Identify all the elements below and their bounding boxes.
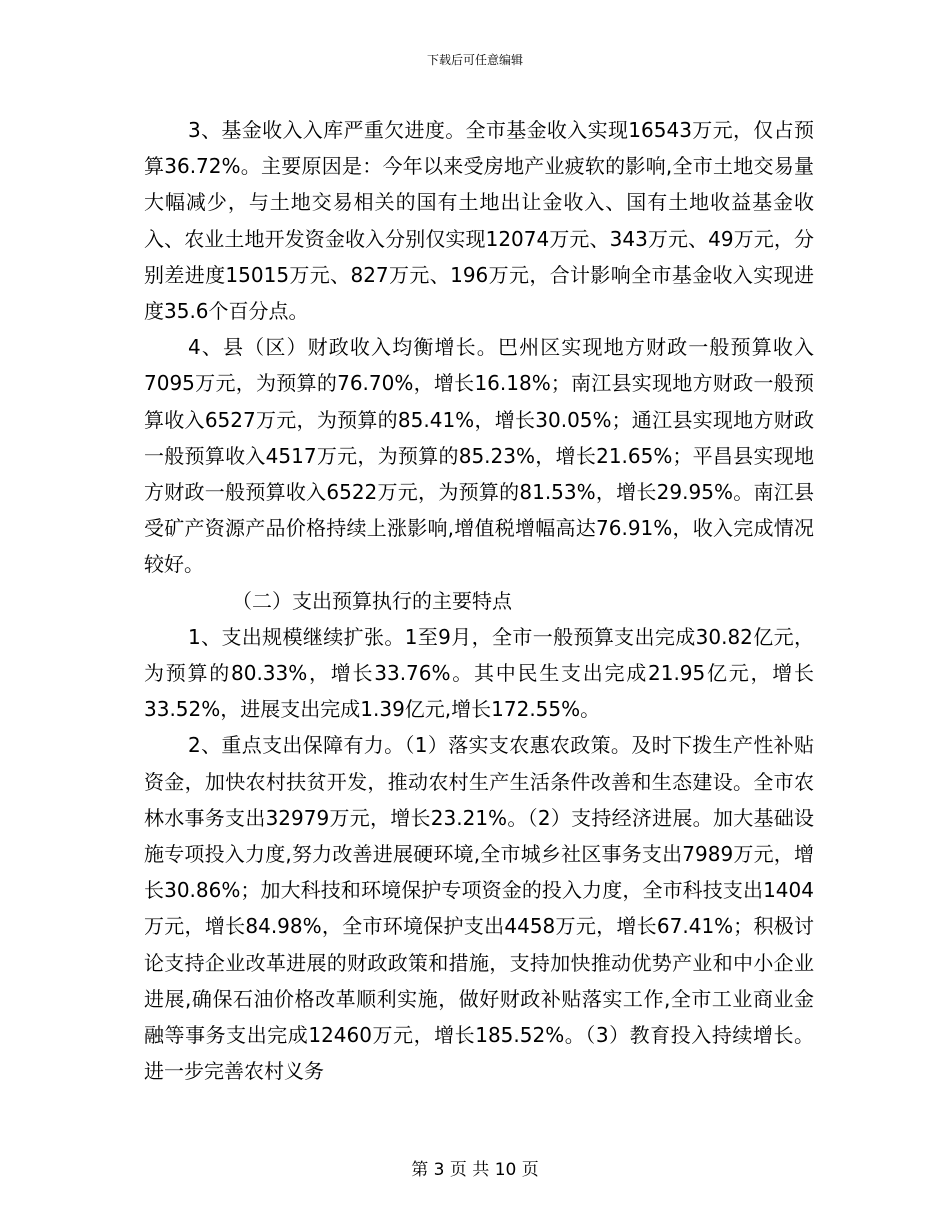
paragraph-expenditure-scale: 1、支出规模继续扩张。1至9月，全市一般预算支出完成30.82亿元，为预算的80.33%，增长33.76%。其中民生支出完成21.95亿元，增长33.52%，进展支出完成1.39亿元,增长172.55%。	[144, 624, 814, 722]
paragraph-fund-revenue: 3、基金收入入库严重欠进度。全市基金收入实现16543万元，仅占预算36.72%。主要原因是：今年以来受房地产业疲软的影响,全市土地交易量大幅减少，与土地交易相关的国有土地出让金收入、国有土地收益基金收入、农业土地开发资金收入分别仅实现12074万元、343万元、49万元，分别差进度15015万元、827万元、196万元，合计影响全市基金收入实现进度35.6个百分点。	[144, 118, 814, 324]
page-header: 下载后可任意编辑	[426, 53, 523, 67]
section-heading-expenditure: （二）支出预算执行的主要特点	[232, 588, 512, 613]
document-body	[144, 112, 814, 1089]
paragraph-county-revenue: 4、县（区）财政收入均衡增长。巴州区实现地方财政一般预算收入7095万元，为预算的76.70%，增长16.18%；南江县实现地方财政一般预算收入6527万元，为预算的85.41%，增长30.05%；通江县实现地方财政一般预算收入4517万元，为预算的85.23%，增长21.65%；平昌县实现地方财政一般预算收入6522万元，为预算的81.53%，增长29.95%。南江县受矿产资源产品价格持续上涨影响,增值税增幅高达76.91%，收入完成情况较好。	[144, 335, 814, 577]
paragraph-key-expenditure: 2、重点支出保障有力。（1）落实支农惠农政策。及时下拨生产性补贴资金，加快农村扶贫开发，推动农村生产生活条件改善和生态建设。全市农林水事务支出32979万元，增长23.21%。（2）支持经济进展。加大基础设施专项投入力度,努力改善进展硬环境,全市城乡社区事务支出7989万元，增长30.86%；加大科技和环境保护专项资金的投入力度，全市科技支出1404万元，增长84.98%，全市环境保护支出4458万元，增长67.41%；积极讨论支持企业改革进展的财政政策和措施，支持加快推动优势产业和中小企业进展,确保石油价格改革顺利实施，做好财政补贴落实工作,全市工业商业金融等事务支出完成12460万元，增长185.52%。（3）教育投入持续增长。进一步完善农村义务	[144, 733, 814, 1084]
page-footer: 第 3 页 共 10 页	[411, 1160, 539, 1180]
